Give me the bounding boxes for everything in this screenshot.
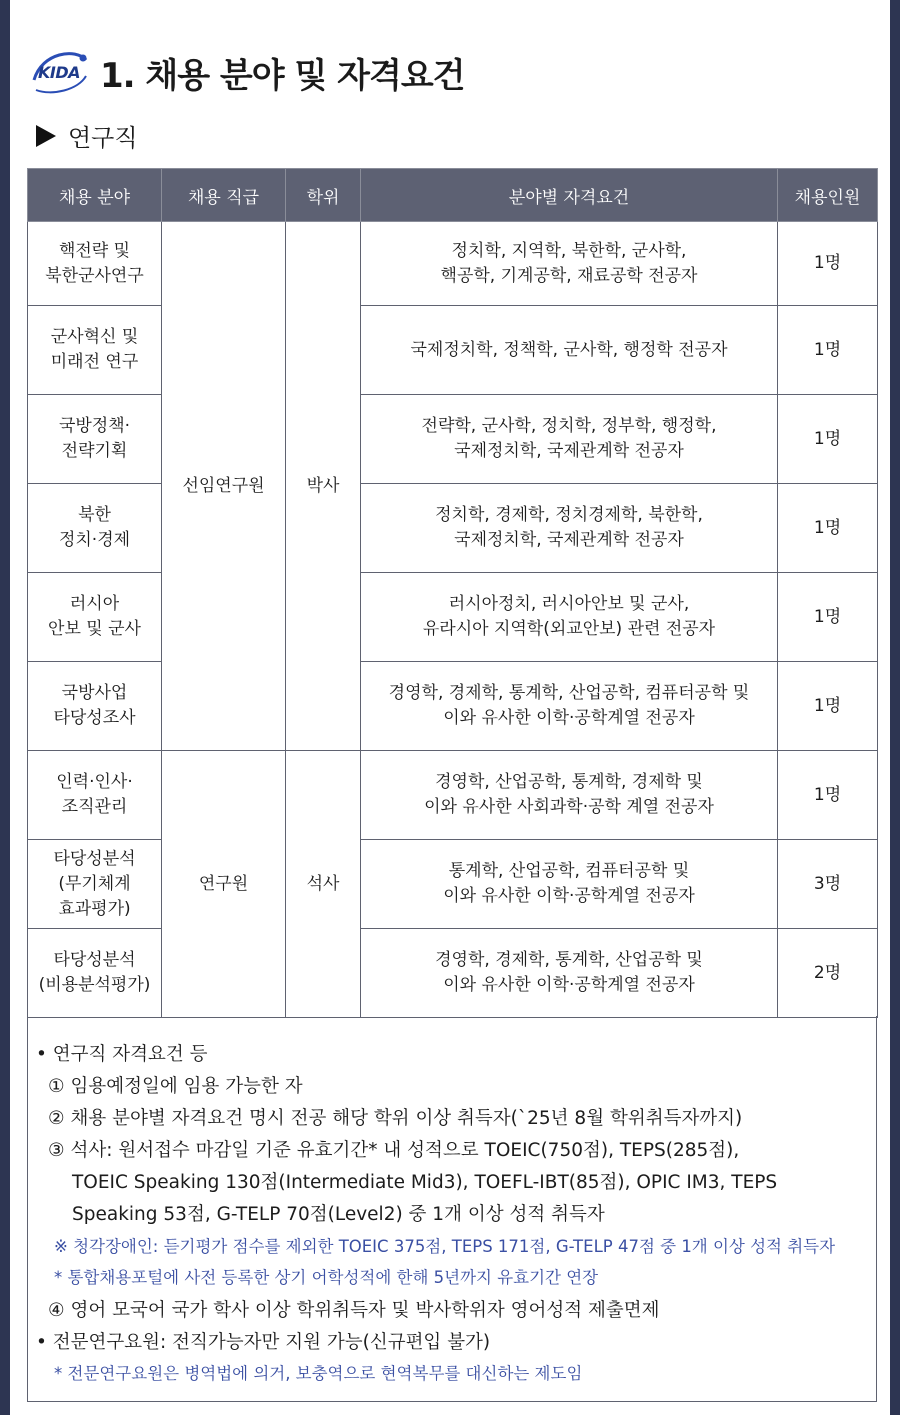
field-cell: 러시아 안보 및 군사 xyxy=(28,573,162,662)
note-item-3-line-3: Speaking 53점, G-TELP 70점(Level2) 중 1개 이상 성적 취득자 xyxy=(72,1204,605,1225)
headcount-cell: 1명 xyxy=(778,751,878,840)
table-row xyxy=(28,222,878,306)
requirement-cell: 국제정치학, 정책학, 군사학, 행정학 전공자 xyxy=(361,306,778,395)
headcount-cell: 3명 xyxy=(778,840,878,929)
note-item-3-line-2: TOEIC Speaking 130점(Intermediate Mid3), TOEFL-IBT(85점), OPIC IM3, TEPS xyxy=(72,1172,778,1193)
notes-heading: • 연구직 자격요건 등 xyxy=(36,1044,208,1065)
requirement-cell: 경영학, 산업공학, 통계학, 경제학 및 이와 유사한 사회과학·공학 계열 전공자 xyxy=(361,751,778,840)
section-heading xyxy=(36,118,138,153)
field-cell: 북한 정치·경제 xyxy=(28,484,162,573)
note-specialist-detail: * 전문연구요원은 병역법에 의거, 보충역으로 현역복무를 대신하는 제도임 xyxy=(54,1364,583,1383)
table-row xyxy=(28,573,878,662)
degree-cell: 박사 xyxy=(286,222,361,751)
field-cell: 타당성분석 (무기체계 효과평가) xyxy=(28,840,162,929)
requirement-cell: 경영학, 경제학, 통계학, 산업공학, 컴퓨터공학 및 이와 유사한 이학·공학계열 전공자 xyxy=(361,662,778,751)
rank-cell: 연구원 xyxy=(162,751,286,1018)
note-specialist: • 전문연구요원: 전직가능자만 지원 가능(신규편입 불가) xyxy=(36,1332,491,1353)
headcount-cell: 1명 xyxy=(778,395,878,484)
requirement-cell: 정치학, 경제학, 정치경제학, 북한학, 국제정치학, 국제관계학 전공자 xyxy=(361,484,778,573)
header-headcount: 채용인원 xyxy=(778,169,878,222)
headcount-cell: 1명 xyxy=(778,306,878,395)
requirement-cell: 전략학, 군사학, 정치학, 정부학, 행정학, 국제정치학, 국제관계학 전공자 xyxy=(361,395,778,484)
table-row xyxy=(28,662,878,751)
requirement-cell: 정치학, 지역학, 북한학, 군사학, 핵공학, 기계공학, 재료공학 전공자 xyxy=(361,222,778,306)
header-requirements: 분야별 자격요건 xyxy=(361,169,778,222)
note-item-1: ① 임용예정일에 임용 가능한 자 xyxy=(48,1076,303,1097)
page-header xyxy=(28,46,465,98)
note-item-2: ② 채용 분야별 자격요건 명시 전공 해당 학위 이상 취득자(`25년 8월 학위취득자까지) xyxy=(48,1108,743,1129)
requirement-cell: 경영학, 경제학, 통계학, 산업공학 및 이와 유사한 이학·공학계열 전공자 xyxy=(361,929,778,1018)
field-cell: 인력·인사· 조직관리 xyxy=(28,751,162,840)
logo-text: KIDA xyxy=(37,63,80,82)
degree-cell: 석사 xyxy=(286,751,361,1018)
kida-logo xyxy=(28,46,90,98)
note-item-4: ④ 영어 모국어 국가 학사 이상 학위취득자 및 박사학위자 영어성적 제출면제 xyxy=(48,1300,660,1321)
table-row xyxy=(28,840,878,929)
headcount-cell: 1명 xyxy=(778,573,878,662)
requirements-table xyxy=(27,168,878,1018)
field-cell: 타당성분석 (비용분석평가) xyxy=(28,929,162,1018)
header-degree: 학위 xyxy=(286,169,361,222)
field-cell: 국방정책· 전략기획 xyxy=(28,395,162,484)
note-portal-extension: * 통합채용포털에 사전 등록한 상기 어학성적에 한해 5년까지 유효기간 연장 xyxy=(54,1268,599,1287)
notes-box xyxy=(27,1016,877,1402)
field-cell: 군사혁신 및 미래전 연구 xyxy=(28,306,162,395)
left-frame-bar xyxy=(0,0,10,1415)
section-label: 연구직 xyxy=(68,124,138,152)
triangle-bullet-icon xyxy=(36,125,56,147)
table-header-row xyxy=(28,169,878,222)
rank-cell: 선임연구원 xyxy=(162,222,286,751)
table-row xyxy=(28,306,878,395)
requirement-cell: 러시아정치, 러시아안보 및 군사, 유라시아 지역학(외교안보) 관련 전공자 xyxy=(361,573,778,662)
headcount-cell: 2명 xyxy=(778,929,878,1018)
field-cell: 핵전략 및 북한군사연구 xyxy=(28,222,162,306)
table-row xyxy=(28,484,878,573)
header-field: 채용 분야 xyxy=(28,169,162,222)
note-item-3-line-1: ③ 석사: 원서접수 마감일 기준 유효기간* 내 성적으로 TOEIC(750점), TEPS(285점), xyxy=(48,1140,740,1161)
table-row xyxy=(28,395,878,484)
page-title: 1. 채용 분야 및 자격요건 xyxy=(100,55,465,96)
note-hearing-impaired: ※ 청각장애인: 듣기평가 점수를 제외한 TOEIC 375점, TEPS 171점, G-TELP 47점 중 1개 이상 성적 취득자 xyxy=(54,1237,836,1256)
header-rank: 채용 직급 xyxy=(162,169,286,222)
headcount-cell: 1명 xyxy=(778,222,878,306)
table-row xyxy=(28,929,878,1018)
table-row xyxy=(28,751,878,840)
headcount-cell: 1명 xyxy=(778,484,878,573)
right-frame-bar xyxy=(890,0,900,1415)
field-cell: 국방사업 타당성조사 xyxy=(28,662,162,751)
headcount-cell: 1명 xyxy=(778,662,878,751)
requirement-cell: 통계학, 산업공학, 컴퓨터공학 및 이와 유사한 이학·공학계열 전공자 xyxy=(361,840,778,929)
